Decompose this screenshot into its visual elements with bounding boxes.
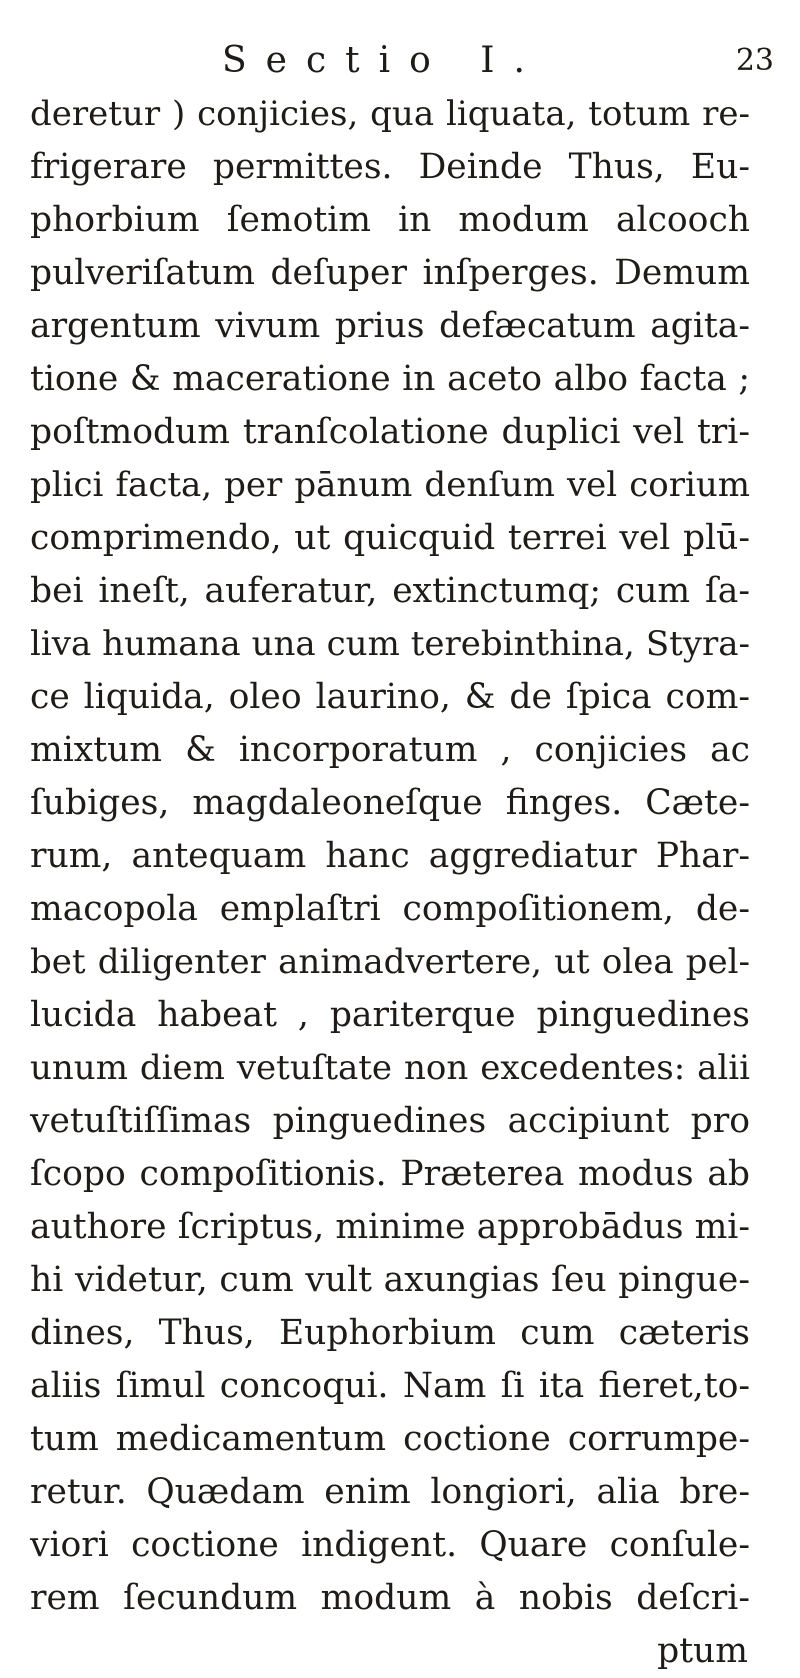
body-text <box>30 88 750 1678</box>
text-line: authore ſcriptus, minime approbādus mi- <box>30 1207 750 1247</box>
text-line: liva humana una cum terebinthina, Styra- <box>30 624 750 664</box>
text-line: phorbium ſemotim in modum alcooch <box>30 200 750 240</box>
text-line: lucida habeat , pariterque pinguedines <box>30 995 750 1035</box>
text-line: comprimendo, ut quicquid terrei vel plū- <box>30 518 750 558</box>
text-line: pulveriſatum deſuper inſperges. Demum <box>30 253 750 293</box>
text-line: deretur ) conjicies, qua liquata, totum re- <box>30 94 750 134</box>
text-line: tione & maceratione in aceto albo facta ; <box>30 359 750 399</box>
running-title: Sectio I. <box>222 40 544 81</box>
page-number: 23 <box>735 43 774 78</box>
text-line: poſtmodum tranſcolatione duplici vel tri- <box>30 412 750 452</box>
text-line: plici facta, per pānum denſum vel corium <box>30 465 750 505</box>
text-line: aliis ſimul concoqui. Nam ſi ita fieret,to- <box>30 1366 750 1406</box>
text-line: argentum vivum prius defæcatum agita- <box>30 306 750 346</box>
text-line: bet diligenter animadvertere, ut olea pel- <box>30 942 750 982</box>
text-line: frigerare permittes. Deinde Thus, Eu- <box>30 147 750 187</box>
catchword: ptum <box>657 1631 748 1671</box>
text-line: retur. Quædam enim longiori, alia bre- <box>30 1472 750 1512</box>
text-line: mixtum & incorporatum , conjicies ac <box>30 730 750 770</box>
text-line: ſcopo compoſitionis. Præterea modus ab <box>30 1154 750 1194</box>
text-line: ſubiges, magdaleoneſque finges. Cæte- <box>30 783 750 823</box>
text-line: hi videtur, cum vult axungias ſeu pingue- <box>30 1260 750 1300</box>
page-header <box>24 38 780 84</box>
text-line: macopola emplaſtri compoſitionem, de- <box>30 889 750 929</box>
text-line: rem ſecundum modum à nobis deſcri- <box>30 1578 750 1618</box>
text-line: bei ineſt, auferatur, extinctumq; cum ſa- <box>30 571 750 611</box>
text-line: vetuſtiſſimas pinguedines accipiunt pro <box>30 1101 750 1141</box>
text-line: viori coctione indigent. Quare conſule- <box>30 1525 750 1565</box>
text-line: rum, antequam hanc aggrediatur Phar- <box>30 836 750 876</box>
text-line: dines, Thus, Euphorbium cum cæteris <box>30 1313 750 1353</box>
text-line: tum medicamentum coctione corrumpe- <box>30 1419 750 1459</box>
text-line: ce liquida, oleo laurino, & de ſpica com- <box>30 677 750 717</box>
text-line: unum diem vetuſtate non excedentes: alii <box>30 1048 750 1088</box>
